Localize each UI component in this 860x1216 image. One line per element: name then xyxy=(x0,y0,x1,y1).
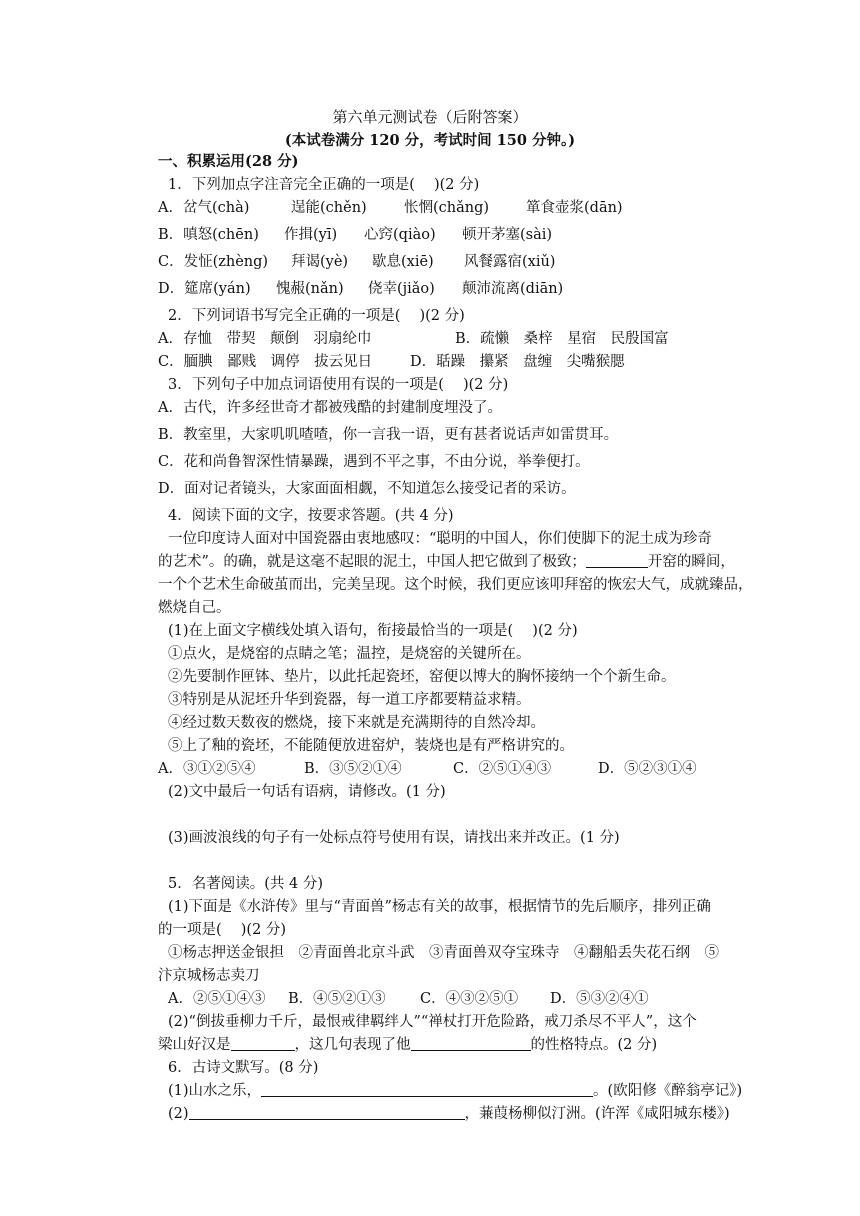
q5-text: ，这几句表现了他 xyxy=(294,1037,411,1053)
q4-passage-line: 燃烧自己。 xyxy=(158,600,231,616)
q6-line-1 xyxy=(168,1081,742,1101)
q1-b-4: 顿开茅塞(sài) xyxy=(462,227,553,243)
q5-sub2-cont xyxy=(158,1035,657,1055)
q1-b-2: 作揖(yī) xyxy=(284,227,338,243)
q4-passage-line: 一个个艺术生命破茧而出，完美呈现。这个时候，我们更应该叩拜窑的恢宏大气，成就臻品， xyxy=(158,577,753,593)
q1-d-2: 愧赧(nǎn) xyxy=(276,281,344,297)
q4-passage-line: 一位印度诗人面对中国瓷器由衷地感叹：“聪明的中国人，你们使脚下的泥土成为珍奇 xyxy=(168,531,712,547)
q2-option-c: C．腼腆 鄙贱 调停 拔云见日 xyxy=(158,354,373,370)
q1-c-2: 拜谒(yè) xyxy=(291,254,349,270)
q5-choice-b: B．④⑤②①③ xyxy=(288,991,386,1007)
q3-stem: 3．下列句子中加点词语使用有误的一项是( )(2 分) xyxy=(168,377,509,393)
q5-choice-a: A．②⑤①④③ xyxy=(168,991,266,1007)
q6-blank-2[interactable] xyxy=(189,1105,465,1120)
q5-choice-c: C．④③②⑤① xyxy=(420,991,519,1007)
q4-sub3: (3)画波浪线的句子有一处标点符号使用有误，请找出来并改正。(1 分) xyxy=(168,830,620,846)
page-subtitle: (本试卷满分 120 分，考试时间 150 分钟。) xyxy=(284,132,576,149)
q5-events: ①杨志押送金银担 ②青面兽北京斗武 ③青面兽双夺宝珠寺 ④翻船丢失花石纲 ⑤ xyxy=(168,945,719,961)
q6-text: 。(欧阳修《醉翁亭记》) xyxy=(593,1083,743,1099)
q4-fill-blank[interactable] xyxy=(586,553,648,568)
q2-option-a: A．存恤 带契 颠倒 羽扇纶巾 xyxy=(158,331,372,347)
q1-stem: 1．下列加点字注音完全正确的一项是( )(2 分) xyxy=(168,177,480,193)
q6-text: (2) xyxy=(168,1106,189,1122)
q2-stem: 2．下列词语书写完全正确的一项是( )(2 分) xyxy=(168,308,465,324)
q5-events-cont: 汴京城杨志卖刀 xyxy=(158,968,260,984)
q5-text: 的性格特点。(2 分) xyxy=(530,1037,658,1053)
q1-c-4: 风餐露宿(xiǔ) xyxy=(464,254,556,270)
q2-option-b: B．疏懒 桑梓 星宿 民殷国富 xyxy=(455,331,669,347)
q4-choice-c: C．②⑤①④③ xyxy=(453,761,552,777)
q4-sub1: (1)在上面文字横线处填入语句，衔接最恰当的一项是( )(2 分) xyxy=(168,623,578,639)
q3-option-b: B．教室里，大家叽叽喳喳，你一言我一语，更有甚者说话声如雷贯耳。 xyxy=(158,427,619,443)
q5-text: 梁山好汉是 xyxy=(158,1037,231,1053)
q4-passage-text: 开窑的瞬间， xyxy=(647,554,735,570)
q6-blank-1[interactable] xyxy=(261,1082,593,1097)
q1-a-4: 箪食壶浆(dān) xyxy=(526,200,623,216)
q4-passage-line xyxy=(158,552,735,572)
q6-stem: 6．古诗文默写。(8 分) xyxy=(168,1060,319,1076)
q3-option-c: C．花和尚鲁智深性情暴躁，遇到不平之事，不由分说，举拳便打。 xyxy=(158,454,590,470)
q4-stem: 4．阅读下面的文字，按要求答题。(共 4 分) xyxy=(168,508,454,524)
q5-sub1-cont: 的一项是( )(2 分) xyxy=(158,922,287,938)
q4-item-3: ③特别是从泥坯升华到瓷器，每一道工序都要精益求精。 xyxy=(168,692,531,708)
q1-c-3: 歇息(xiē) xyxy=(372,254,434,270)
q1-a-3: 怅惘(chǎng) xyxy=(404,200,490,216)
q1-c-1: C．发怔(zhèng) xyxy=(158,254,269,270)
q3-option-d: D．面对记者镜头，大家面面相觑，不知道怎么接受记者的采访。 xyxy=(158,481,576,497)
q4-item-5: ⑤上了釉的瓷坯，不能随便放进窑炉，装烧也是有严格讲究的。 xyxy=(168,738,574,754)
q5-hero-blank[interactable] xyxy=(231,1036,295,1051)
q4-passage-text: 的艺术”。的确，就是这毫不起眼的泥土，中国人把它做到了极致； xyxy=(158,554,586,570)
q6-line-2 xyxy=(168,1104,730,1124)
q5-stem: 5．名著阅读。(共 4 分) xyxy=(168,876,323,892)
q1-d-3: 侥幸(jiǎo) xyxy=(368,281,435,297)
q5-choice-d: D．⑤③②④① xyxy=(550,991,649,1007)
q5-trait-blank[interactable] xyxy=(411,1036,531,1051)
q1-a-1: A．岔气(chà) xyxy=(158,200,250,216)
q4-choice-b: B．③⑤②①④ xyxy=(304,761,402,777)
q1-b-1: B．嗔怒(chēn) xyxy=(158,227,259,243)
q6-text: (1)山水之乐， xyxy=(168,1083,262,1099)
q1-b-3: 心窍(qiào) xyxy=(364,227,436,243)
q4-item-2: ②先要制作匣钵、垫片，以此托起瓷坯，窑便以博大的胸怀接纳一个个新生命。 xyxy=(168,669,676,685)
section-heading: 一、积累运用(28 分) xyxy=(158,153,299,170)
q1-a-2: 逞能(chěn) xyxy=(291,200,367,216)
q4-choice-d: D．⑤②③①④ xyxy=(598,761,697,777)
q1-d-1: D．筵席(yán) xyxy=(158,281,251,297)
q6-text: ，蒹葭杨柳似汀洲。(许浑《咸阳城东楼》) xyxy=(464,1106,730,1122)
page-title: 第六单元测试卷（后附答案） xyxy=(332,108,528,126)
q4-choice-a: A．③①②⑤④ xyxy=(158,761,256,777)
q4-item-4: ④经过数天数夜的燃烧，接下来就是充满期待的自然冷却。 xyxy=(168,715,545,731)
q5-sub2: (2)“倒拔垂柳力千斤，最恨戒律羁绊人”“禅杖打开危险路，戒刀杀尽不平人”，这个 xyxy=(168,1014,697,1030)
q3-option-a: A．古代，许多经世奇才都被残酷的封建制度埋没了。 xyxy=(158,400,502,416)
q2-option-d: D．聒躁 攥紧 盘缠 尖嘴猴腮 xyxy=(410,354,625,370)
q5-sub1: (1)下面是《水浒传》里与“青面兽”杨志有关的故事，根据情节的先后顺序，排列正确 xyxy=(168,899,711,915)
q1-d-4: 颠沛流离(diān) xyxy=(462,281,564,297)
q4-sub2: (2)文中最后一句话有语病，请修改。(1 分) xyxy=(168,784,446,800)
q4-item-1: ①点火，是烧窑的点睛之笔；温控，是烧窑的关键所在。 xyxy=(168,646,531,662)
